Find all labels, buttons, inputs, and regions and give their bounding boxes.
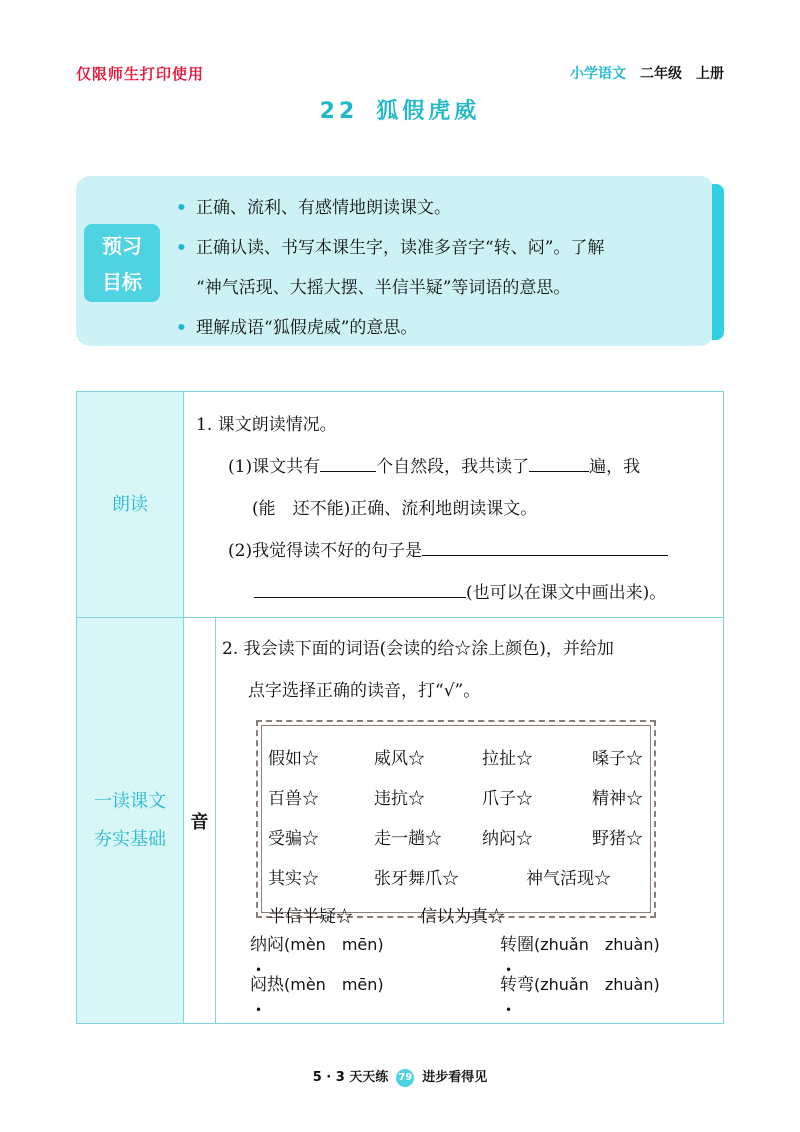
pinyin-options: (zhuǎn zhuàn) <box>534 935 660 954</box>
word-item[interactable]: 威风☆ <box>374 749 425 769</box>
page-number-badge: 79 <box>396 1069 414 1087</box>
word-item[interactable]: 野猪☆ <box>592 829 643 849</box>
pronunciation-sublabel <box>184 618 216 1024</box>
section-label-line-2: 夯实基础 <box>94 828 166 850</box>
pinyin-options: (mèn mēn) <box>284 975 384 994</box>
word-item[interactable]: 神气活现☆ <box>526 869 611 889</box>
question-1-2-cont <box>196 572 723 614</box>
bullet-icon: • <box>176 318 187 338</box>
lesson-title <box>0 94 800 125</box>
dotted-char: 转 <box>500 975 517 995</box>
footer-brand: 5 · 3 天天练 <box>312 1070 389 1085</box>
read-times-blank[interactable] <box>529 449 589 472</box>
word-item[interactable]: 半信半疑☆ <box>268 907 353 927</box>
word-item[interactable]: 纳闷☆ <box>482 829 533 849</box>
q1-2-text-a: (2)我觉得读不好的句子是 <box>228 541 423 561</box>
word-item[interactable]: 走一趟☆ <box>374 829 442 849</box>
goal-item <box>176 228 706 268</box>
word-box-inner <box>261 725 651 927</box>
section-label-text: 朗读 <box>112 493 148 515</box>
word-item[interactable]: 百兽☆ <box>268 789 319 809</box>
goal-item <box>176 308 706 348</box>
question-1: 1. 课文朗读情况。 <box>196 415 337 435</box>
word-item[interactable]: 张牙舞爪☆ <box>374 869 459 889</box>
word-item[interactable]: 嗓子☆ <box>592 749 643 769</box>
word-item[interactable]: 爪子☆ <box>482 789 533 809</box>
section-reading-label <box>77 392 184 618</box>
tag-line-1: 预习 <box>102 234 142 258</box>
goal-text: 正确认读、书写本课生字，读准多音字“转、闷”。了解 <box>196 238 605 258</box>
book-info <box>570 63 724 83</box>
difficult-sentence-blank[interactable] <box>422 533 668 556</box>
pinyin-choices <box>216 918 723 1008</box>
pinyin-options: (mèn mēn) <box>284 935 384 954</box>
bullet-icon: • <box>176 198 187 218</box>
dotted-char: 闷 <box>250 975 267 995</box>
pinyin-options: (zhuǎn zhuàn) <box>534 975 660 994</box>
print-notice: 仅限师生打印使用 <box>76 65 205 83</box>
dotted-char: 转 <box>500 935 517 955</box>
goal-text: 正确、流利、有感情地朗读课文。 <box>196 198 451 218</box>
word-item[interactable]: 假如☆ <box>268 749 319 769</box>
question-1-1-choice[interactable]: (能 还不能)正确、流利地朗读课文。 <box>252 499 538 519</box>
paragraph-count-blank[interactable] <box>320 449 376 472</box>
word-item[interactable]: 受骗☆ <box>268 829 319 849</box>
tag-line-2: 目标 <box>102 270 142 294</box>
difficult-sentence-blank-2[interactable] <box>254 575 466 598</box>
word-box <box>256 720 656 927</box>
pinyin-choice[interactable] <box>500 924 660 966</box>
basics-section <box>216 618 724 1024</box>
question-1-2 <box>196 530 723 572</box>
question-2-line-2: 点字选择正确的读音，打“√”。 <box>248 681 481 701</box>
goals-side-bar <box>712 184 724 340</box>
word-item[interactable]: 违抗☆ <box>374 789 425 809</box>
exercise-table <box>76 391 724 1024</box>
section-label-line-1: 一读课文 <box>94 790 166 812</box>
pinyin-choice[interactable] <box>250 964 384 1006</box>
plain-char: 圈 <box>517 935 534 955</box>
lesson-name: 狐假虎威 <box>376 99 481 124</box>
sublabel-text: 音 <box>190 811 209 833</box>
volume-label: 上册 <box>696 66 724 82</box>
word-item[interactable]: 信以为真☆ <box>420 907 505 927</box>
bullet-icon: • <box>176 238 187 258</box>
footer-slogan: 进步看得见 <box>422 1070 488 1085</box>
preview-goals-tag <box>84 224 160 302</box>
pinyin-choice[interactable] <box>500 964 660 1006</box>
subject-label: 小学语文 <box>570 66 626 82</box>
section-basics-label <box>77 618 184 1024</box>
word-item[interactable]: 精神☆ <box>592 789 643 809</box>
word-item[interactable]: 其实☆ <box>268 869 319 889</box>
q1-1-text-c: 遍，我 <box>589 457 641 477</box>
q1-2-text-b: (也可以在课文中画出来)。 <box>466 583 667 603</box>
pinyin-choice[interactable] <box>250 924 384 966</box>
goal-item-continued: “神气活现、大摇大摆、半信半疑”等词语的意思。 <box>196 278 571 298</box>
question-2-line-1: 2. 我会读下面的词语(会读的给☆涂上颜色)，并给加 <box>222 639 614 659</box>
goal-text: 理解成语“狐假虎威”的意思。 <box>196 318 418 338</box>
word-item[interactable]: 拉扯☆ <box>482 749 533 769</box>
reading-section <box>184 392 724 618</box>
plain-char: 弯 <box>517 975 534 995</box>
q1-1-text-b: 个自然段，我共读了 <box>376 457 530 477</box>
goals-list <box>176 188 706 348</box>
page-footer <box>0 1066 800 1087</box>
q1-1-text-a: (1)课文共有 <box>228 457 321 477</box>
question-1-1 <box>196 446 723 488</box>
goal-item <box>176 188 706 228</box>
lesson-number: 22 <box>319 99 359 124</box>
plain-char: 热 <box>267 975 284 995</box>
grade-label: 二年级 <box>640 66 682 82</box>
dotted-char: 纳 <box>250 935 267 955</box>
plain-char: 闷 <box>267 935 284 955</box>
